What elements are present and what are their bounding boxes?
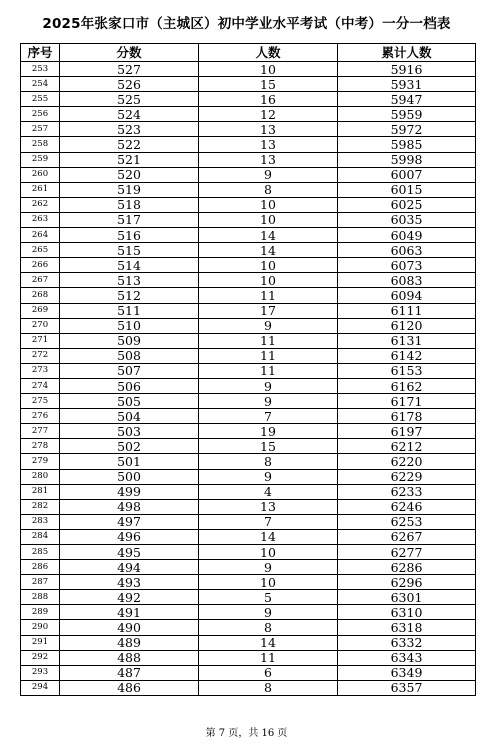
cumulative-cell: 6332 (338, 635, 476, 650)
cumulative-cell: 6286 (338, 560, 476, 575)
cumulative-cell: 6015 (338, 182, 476, 197)
count-cell: 9 (199, 560, 338, 575)
cumulative-cell: 6318 (338, 620, 476, 635)
seq-cell: 274 (21, 378, 60, 393)
cumulative-cell: 5947 (338, 92, 476, 107)
table-row (21, 484, 476, 499)
table-row (21, 273, 476, 288)
table-row (21, 409, 476, 424)
table-row (21, 137, 476, 152)
table-row (21, 514, 476, 529)
count-cell: 11 (199, 288, 338, 303)
column-header-seq: 序号 (21, 44, 60, 62)
cumulative-cell: 6111 (338, 303, 476, 318)
table-row (21, 228, 476, 243)
cumulative-cell: 6357 (338, 680, 476, 695)
count-cell: 10 (199, 62, 338, 77)
count-cell: 10 (199, 273, 338, 288)
table-row (21, 243, 476, 258)
cumulative-cell: 6296 (338, 575, 476, 590)
score-cell: 505 (60, 394, 199, 409)
table-row (21, 635, 476, 650)
table-row (21, 650, 476, 665)
count-cell: 11 (199, 363, 338, 378)
seq-cell: 262 (21, 197, 60, 212)
seq-cell: 271 (21, 333, 60, 348)
score-cell: 495 (60, 545, 199, 560)
cumulative-cell: 6343 (338, 650, 476, 665)
count-cell: 9 (199, 167, 338, 182)
seq-cell: 268 (21, 288, 60, 303)
score-cell: 522 (60, 137, 199, 152)
cumulative-cell: 5931 (338, 77, 476, 92)
table-row (21, 529, 476, 544)
cumulative-cell: 5985 (338, 137, 476, 152)
cumulative-cell: 6142 (338, 348, 476, 363)
column-header-cumulative: 累计人数 (338, 44, 476, 62)
count-cell: 10 (199, 197, 338, 212)
page-title: 2025年张家口市（主城区）初中学业水平考试（中考）一分一档表 (42, 16, 451, 32)
seq-cell: 287 (21, 575, 60, 590)
score-cell: 499 (60, 484, 199, 499)
cumulative-cell: 6253 (338, 514, 476, 529)
score-cell: 513 (60, 273, 199, 288)
table-row (21, 363, 476, 378)
count-cell: 13 (199, 499, 338, 514)
score-cell: 489 (60, 635, 199, 650)
seq-cell: 267 (21, 273, 60, 288)
table-row (21, 107, 476, 122)
count-cell: 6 (199, 665, 338, 680)
cumulative-cell: 6301 (338, 590, 476, 605)
cumulative-cell: 6197 (338, 424, 476, 439)
score-cell: 491 (60, 605, 199, 620)
count-cell: 10 (199, 212, 338, 227)
seq-cell: 256 (21, 107, 60, 122)
table-row (21, 424, 476, 439)
cumulative-cell: 6246 (338, 499, 476, 514)
seq-cell: 254 (21, 77, 60, 92)
seq-cell: 276 (21, 409, 60, 424)
count-cell: 15 (199, 439, 338, 454)
score-distribution-table (20, 43, 476, 696)
table-row (21, 303, 476, 318)
table-row (21, 122, 476, 137)
count-cell: 5 (199, 590, 338, 605)
score-cell: 487 (60, 665, 199, 680)
count-cell: 17 (199, 303, 338, 318)
column-header-score: 分数 (60, 44, 199, 62)
seq-cell: 282 (21, 499, 60, 514)
table-row (21, 560, 476, 575)
count-cell: 12 (199, 107, 338, 122)
cumulative-cell: 6094 (338, 288, 476, 303)
score-cell: 527 (60, 62, 199, 77)
table-row (21, 182, 476, 197)
cumulative-cell: 6267 (338, 529, 476, 544)
score-cell: 521 (60, 152, 199, 167)
score-cell: 507 (60, 363, 199, 378)
score-cell: 514 (60, 258, 199, 273)
table-row (21, 152, 476, 167)
table-row (21, 394, 476, 409)
count-cell: 9 (199, 469, 338, 484)
score-cell: 496 (60, 529, 199, 544)
cumulative-cell: 6073 (338, 258, 476, 273)
score-cell: 525 (60, 92, 199, 107)
count-cell: 19 (199, 424, 338, 439)
score-cell: 523 (60, 122, 199, 137)
seq-cell: 277 (21, 424, 60, 439)
seq-cell: 261 (21, 182, 60, 197)
cumulative-cell: 6212 (338, 439, 476, 454)
count-cell: 14 (199, 243, 338, 258)
score-cell: 515 (60, 243, 199, 258)
page-footer: 第 7 页，共 16 页 (205, 728, 288, 739)
table-row (21, 318, 476, 333)
score-cell: 509 (60, 333, 199, 348)
cumulative-cell: 6083 (338, 273, 476, 288)
cumulative-cell: 6171 (338, 394, 476, 409)
count-cell: 7 (199, 409, 338, 424)
count-cell: 9 (199, 318, 338, 333)
score-cell: 490 (60, 620, 199, 635)
score-cell: 500 (60, 469, 199, 484)
cumulative-cell: 6229 (338, 469, 476, 484)
cumulative-cell: 5916 (338, 62, 476, 77)
seq-cell: 272 (21, 348, 60, 363)
seq-cell: 280 (21, 469, 60, 484)
seq-cell: 293 (21, 665, 60, 680)
cumulative-cell: 6162 (338, 378, 476, 393)
count-cell: 4 (199, 484, 338, 499)
table-row (21, 605, 476, 620)
table-row (21, 439, 476, 454)
seq-cell: 285 (21, 545, 60, 560)
count-cell: 10 (199, 575, 338, 590)
score-cell: 501 (60, 454, 199, 469)
count-cell: 14 (199, 228, 338, 243)
score-cell: 512 (60, 288, 199, 303)
cumulative-cell: 6233 (338, 484, 476, 499)
table-row (21, 620, 476, 635)
table-row (21, 333, 476, 348)
cumulative-cell: 6007 (338, 167, 476, 182)
count-cell: 9 (199, 394, 338, 409)
seq-cell: 264 (21, 228, 60, 243)
table-row (21, 378, 476, 393)
score-cell: 517 (60, 212, 199, 227)
cumulative-cell: 6220 (338, 454, 476, 469)
cumulative-cell: 6035 (338, 212, 476, 227)
table-header-row (21, 44, 476, 62)
table-row (21, 680, 476, 695)
score-cell: 510 (60, 318, 199, 333)
score-cell: 520 (60, 167, 199, 182)
score-cell: 486 (60, 680, 199, 695)
count-cell: 9 (199, 605, 338, 620)
count-cell: 14 (199, 635, 338, 650)
score-cell: 508 (60, 348, 199, 363)
table-row (21, 590, 476, 605)
cumulative-cell: 6277 (338, 545, 476, 560)
cumulative-cell: 6025 (338, 197, 476, 212)
seq-cell: 294 (21, 680, 60, 695)
cumulative-cell: 5959 (338, 107, 476, 122)
seq-cell: 281 (21, 484, 60, 499)
seq-cell: 279 (21, 454, 60, 469)
count-cell: 13 (199, 137, 338, 152)
count-cell: 11 (199, 348, 338, 363)
cumulative-cell: 6049 (338, 228, 476, 243)
seq-cell: 269 (21, 303, 60, 318)
seq-cell: 275 (21, 394, 60, 409)
score-cell: 516 (60, 228, 199, 243)
seq-cell: 266 (21, 258, 60, 273)
table-row (21, 77, 476, 92)
seq-cell: 290 (21, 620, 60, 635)
count-cell: 11 (199, 333, 338, 348)
seq-cell: 258 (21, 137, 60, 152)
count-cell: 11 (199, 650, 338, 665)
table-row (21, 545, 476, 560)
seq-cell: 260 (21, 167, 60, 182)
seq-cell: 292 (21, 650, 60, 665)
table-row (21, 665, 476, 680)
seq-cell: 289 (21, 605, 60, 620)
seq-cell: 255 (21, 92, 60, 107)
table-body (21, 62, 476, 696)
count-cell: 8 (199, 620, 338, 635)
table-row (21, 197, 476, 212)
count-cell: 13 (199, 152, 338, 167)
count-cell: 15 (199, 77, 338, 92)
cumulative-cell: 6349 (338, 665, 476, 680)
score-cell: 519 (60, 182, 199, 197)
seq-cell: 283 (21, 514, 60, 529)
cumulative-cell: 6120 (338, 318, 476, 333)
count-cell: 16 (199, 92, 338, 107)
cumulative-cell: 6310 (338, 605, 476, 620)
seq-cell: 284 (21, 529, 60, 544)
seq-cell: 263 (21, 212, 60, 227)
count-cell: 8 (199, 680, 338, 695)
table-row (21, 288, 476, 303)
table-row (21, 348, 476, 363)
score-cell: 506 (60, 378, 199, 393)
count-cell: 7 (199, 514, 338, 529)
count-cell: 14 (199, 529, 338, 544)
score-cell: 494 (60, 560, 199, 575)
count-cell: 10 (199, 258, 338, 273)
count-cell: 8 (199, 454, 338, 469)
table-row (21, 212, 476, 227)
seq-cell: 273 (21, 363, 60, 378)
score-cell: 502 (60, 439, 199, 454)
score-cell: 493 (60, 575, 199, 590)
count-cell: 13 (199, 122, 338, 137)
score-cell: 526 (60, 77, 199, 92)
cumulative-cell: 5998 (338, 152, 476, 167)
table-row (21, 454, 476, 469)
seq-cell: 288 (21, 590, 60, 605)
cumulative-cell: 6178 (338, 409, 476, 424)
table-row (21, 258, 476, 273)
score-cell: 498 (60, 499, 199, 514)
seq-cell: 270 (21, 318, 60, 333)
table-row (21, 92, 476, 107)
cumulative-cell: 6131 (338, 333, 476, 348)
table-row (21, 575, 476, 590)
score-cell: 488 (60, 650, 199, 665)
table-row (21, 62, 476, 77)
seq-cell: 291 (21, 635, 60, 650)
table-row (21, 499, 476, 514)
table-row (21, 469, 476, 484)
score-cell: 518 (60, 197, 199, 212)
score-cell: 503 (60, 424, 199, 439)
seq-cell: 286 (21, 560, 60, 575)
score-cell: 504 (60, 409, 199, 424)
count-cell: 10 (199, 545, 338, 560)
cumulative-cell: 6063 (338, 243, 476, 258)
score-cell: 524 (60, 107, 199, 122)
table-row (21, 167, 476, 182)
cumulative-cell: 5972 (338, 122, 476, 137)
score-cell: 492 (60, 590, 199, 605)
score-cell: 497 (60, 514, 199, 529)
cumulative-cell: 6153 (338, 363, 476, 378)
seq-cell: 253 (21, 62, 60, 77)
column-header-count: 人数 (199, 44, 338, 62)
count-cell: 9 (199, 378, 338, 393)
seq-cell: 265 (21, 243, 60, 258)
seq-cell: 257 (21, 122, 60, 137)
seq-cell: 278 (21, 439, 60, 454)
count-cell: 8 (199, 182, 338, 197)
score-cell: 511 (60, 303, 199, 318)
seq-cell: 259 (21, 152, 60, 167)
